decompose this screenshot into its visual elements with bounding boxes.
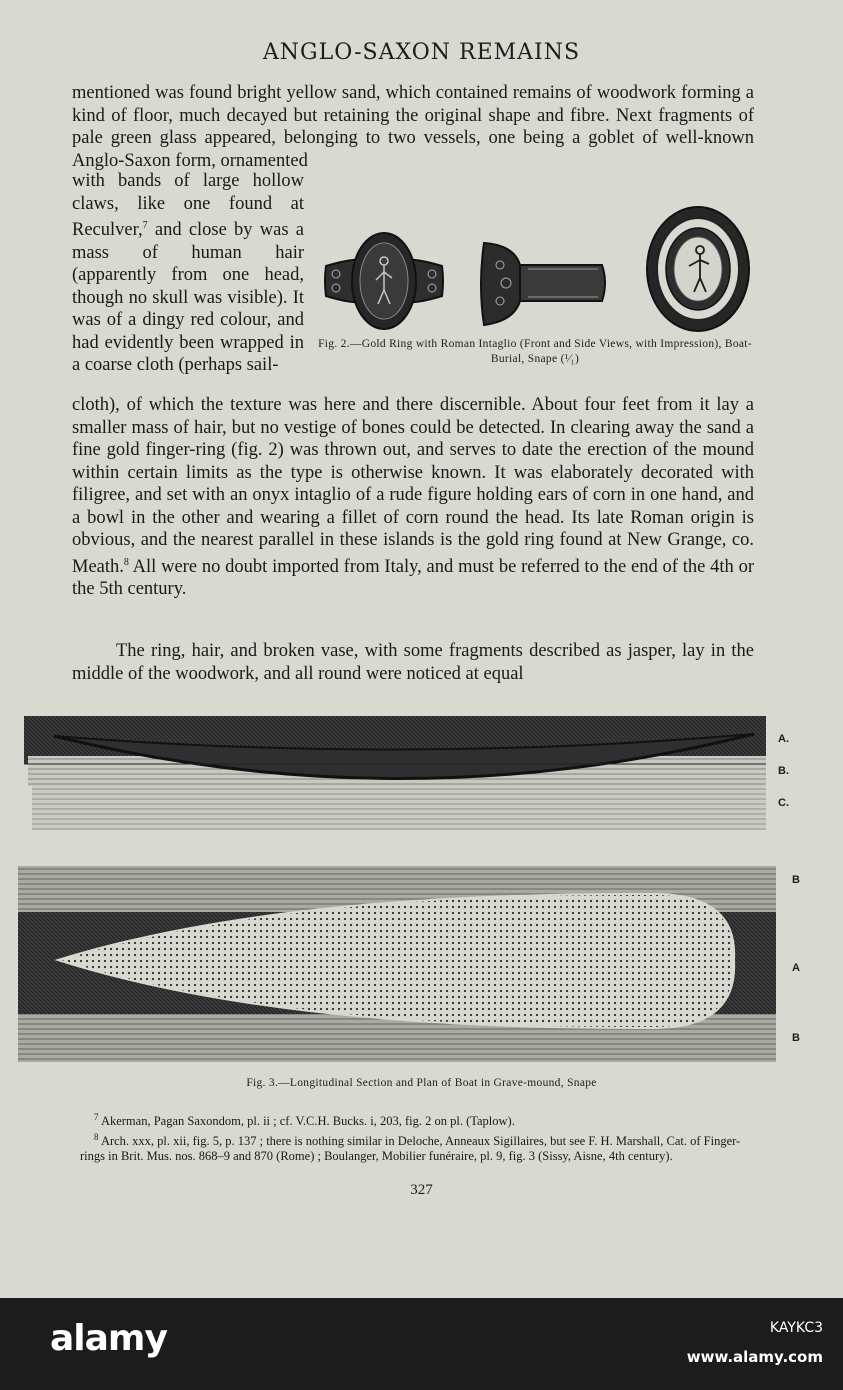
paragraph-bottom-text-b: All were no doubt imported from Italy, and must be referred to the end of the 4th or the 5th century. — [72, 556, 754, 600]
footnote-ref-7: 7 — [142, 220, 148, 231]
image-id: KAYKC3 — [769, 1320, 823, 1336]
paragraph-narrow — [72, 170, 304, 377]
paragraph-bottom — [72, 394, 754, 601]
footnote-7 — [80, 1110, 748, 1130]
section-label-b: B. — [778, 765, 789, 777]
footnote-7-text: Akerman, Pagan Saxondom, pl. ii ; cf. V.C.H. Bucks. i, 203, fig. 2 on pl. (Taplow). — [100, 1114, 515, 1129]
boat-plan-view — [18, 862, 780, 1066]
page-number: 327 — [410, 1182, 433, 1198]
alamy-logo: alamy — [50, 1318, 167, 1359]
plan-label-b-top: B — [792, 874, 800, 886]
stock-watermark-bar — [0, 1298, 843, 1390]
paragraph-narrow-text-a: with bands of large hollow claws, like one found at Reculver, — [72, 171, 304, 241]
paragraph-bottom-text-a: cloth), of which the texture was here and there discernible. About four feet from it lay a smaller mass of hair, but no vestige of bones could be detected. In clearing away the sand a fine gold finger-ring (fig. 2) was thrown out, and serves to date the erection of the mound within certain limits as the type is otherwise known. It was elaborately decorated with filigree, and set with an onyx intaglio of a rude figure holding ears of corn in one hand, and a bowl in the other and wearing a fillet of corn round the head. Its late Roman origin is obvious, and the nearest parallel in these islands is the gold ring found at New Grange, co. Meath. — [72, 395, 754, 577]
footnote-8-marker: 8 — [94, 1131, 99, 1142]
footnote-8-text: Arch. xxx, pl. xii, fig. 5, p. 137 ; there is nothing similar in Deloche, Anneaux Sigillaires, but see F. H. Marshall, Cat. of Finger-rings in Brit. Mus. nos. 868–9 and 870 (Rome) ; Boulanger, Mobilier funéraire, pl. 9, fig. 3 (Sissy, Aisne, 4th century). — [80, 1133, 741, 1164]
paragraph-last: The ring, hair, and broken vase, with some fragments described as jasper, lay in the middle of the woodwork, and all round were noticed at equal — [72, 641, 754, 684]
footnote-ref-8: 8 — [123, 556, 129, 568]
fig2-caption: Fig. 2.—Gold Ring with Roman Intaglio (Front and Side Views, with Impression), Boat-Burial, Snape (¹⁄₁) — [318, 338, 752, 365]
footnote-8 — [80, 1130, 748, 1165]
ring-impression — [645, 204, 751, 334]
footnotes — [80, 1110, 748, 1165]
watermark-url: www.alamy.com — [686, 1348, 823, 1366]
section-label-c: C. — [778, 797, 789, 809]
running-head: ANGLO-SAXON REMAINS — [262, 40, 581, 65]
ring-front-view — [322, 230, 446, 332]
fig3-caption: Fig. 3.—Longitudinal Section and Plan of Boat in Grave-mound, Snape — [246, 1077, 597, 1089]
paragraph-narrow-text-b: and close by was a mass of human hair (apparently from one head, though no skull was visible). It was of a dingy red colour, and had evidently been wrapped in a coarse cloth (perhaps sail- — [72, 220, 304, 376]
footnote-7-marker: 7 — [94, 1112, 99, 1122]
section-label-a: A. — [778, 733, 789, 745]
ring-side-view — [478, 235, 608, 331]
plan-label-a: A — [792, 962, 800, 974]
boat-longitudinal-section — [24, 712, 774, 836]
plan-label-b-bottom: B — [792, 1032, 800, 1044]
paragraph-top: mentioned was found bright yellow sand, which contained remains of woodwork forming a kind of floor, much decayed but retaining the original shape and fibre. Next fragments of pale green glass appeared, belonging to two vessels, one being a goblet of well-known Anglo-Saxon form, ornamented — [72, 83, 754, 171]
